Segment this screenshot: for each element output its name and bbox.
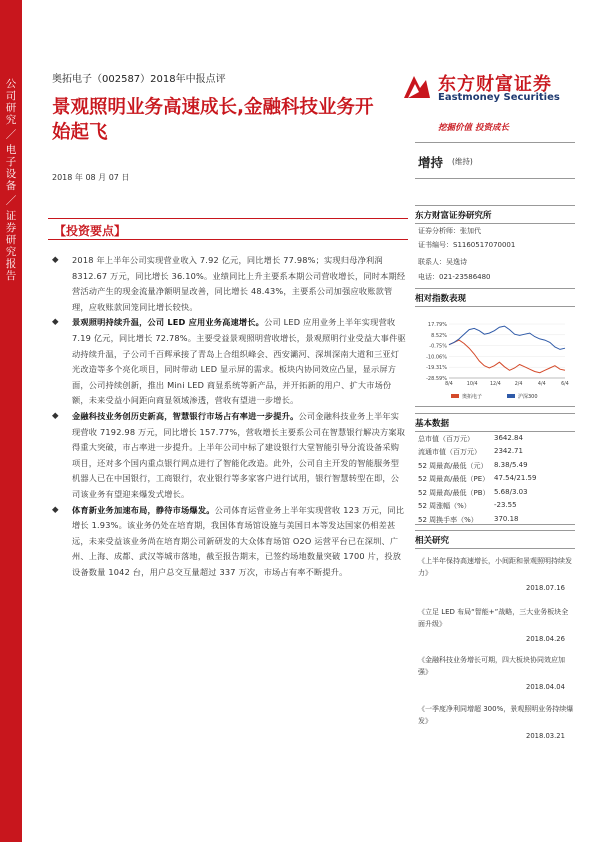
brand-slogan: 挖掘价值 投资成长	[438, 123, 509, 133]
highlight-lead: 景观照明持续升温，公司 LED 应用业务高速增长。	[72, 317, 265, 328]
institute-name: 东方财富证券研究所	[415, 205, 575, 224]
highlight-text: 2018 年上半年公司实现营业收入 7.92 亿元，同比增长 77.98%；实现归母净利润 8312.67 万元，同比增长 36.10%。业绩同比上升主要系本期公司营收增长，同时本期经营活动产生的现金流量净额明显改善，同比增长 48.43%，主要系公司加强应收账款管理，应收账款回笼同比增长较快。	[72, 255, 406, 312]
diamond-bullet-icon: ◆	[52, 255, 59, 265]
brand-logo	[400, 68, 560, 114]
report-title: 景观照明业务高速成长,金融科技业务开始起飞	[52, 97, 374, 143]
related-research-item[interactable]: 《立足 LED 布局“智能+”战略，三大业务板块全面升级》	[418, 608, 569, 628]
divider	[415, 142, 575, 143]
related-research-date: 2018.03.21	[526, 732, 565, 740]
x-tick-label: 8/4	[445, 382, 453, 387]
basic-data-title: 基本数据	[415, 413, 575, 432]
related-research-date: 2018.07.16	[526, 584, 565, 592]
basic-data-label: 总市值（百万元）	[418, 435, 474, 443]
highlight-lead: 金融科技业务创历史新高，智慧银行市场占有率进一步提升。	[72, 410, 299, 421]
rating-label: 增持	[418, 155, 444, 170]
divider	[415, 406, 575, 407]
y-tick-label: 8.52%	[431, 332, 447, 339]
related-research-date: 2018.04.04	[526, 683, 565, 691]
basic-data-label: 52 周换手率（%）	[418, 516, 478, 524]
sidebar-band	[0, 0, 22, 842]
y-tick-label: -28.59%	[426, 376, 447, 382]
highlight-text: 公司 LED 应用业务上半年实现营收 7.19 亿元，同比增长 72.78%。主要受益景观照明营收增长，景观照明行业受益大事件驱动持续升温，子公司千百辉承接了青岛上合组织峰会、西安灞河、深圳深南大道和三亚灯光改造等多个亮化项目，同时带动 LED 显示屏的需求。板块内协同效应凸显，显示屏方面，公司持续创新，推出 Mini LED 商显系统等新产品，并开拓新的用户、扩大市场份额，未来受益小间距向商显领域渗透，营收有望进一步增长。	[72, 317, 406, 406]
legend-swatch	[507, 394, 515, 398]
report-date: 2018 年 08 月 07 日	[52, 173, 130, 182]
divider	[415, 524, 575, 525]
related-research-item[interactable]: 《一季度净利同增超 300%，景观照明业务持续爆发》	[418, 705, 574, 725]
chart-title: 相对指数表现	[415, 288, 575, 307]
basic-data-value: -23.55	[494, 501, 517, 509]
related-research-item[interactable]: 《上半年保持高速增长，小间距和景观照明持续发力》	[418, 557, 572, 577]
brand-name-cn: 东方财富证券	[438, 74, 552, 95]
highlight-item	[52, 253, 406, 315]
highlight-text: 公司体育运营业务上半年实现营收 123 万元，同比增长 1.93%。该业务仍处在培育期，我国体育场馆设施与美国日本等发达国家仍相差甚远，未来受益该业务尚在培育期公司新研发的大众体育场馆 O2O 运营平台已在深圳、广州、上海、成都、武汉等城市落地，截至报告期末，已签约场地数量突破 1700 片，投放设备数量 1042 台，用户总交互量超过 337 万次，市场占有率不断提升。	[72, 504, 405, 577]
basic-data-value: 3642.84	[494, 434, 523, 442]
legend-label: 奥拓电子	[462, 394, 483, 400]
diamond-bullet-icon: ◆	[52, 504, 59, 515]
diamond-bullet-icon: ◆	[52, 410, 59, 421]
x-tick-label: 2/4	[514, 382, 523, 387]
related-research-item[interactable]: 《金融科技业务增长可期，四大板块协同效应加强》	[418, 656, 565, 676]
basic-data-label: 52 周最高/最低（元）	[418, 462, 488, 470]
report-subtitle: 奥拓电子（002587）2018年中报点评	[52, 74, 226, 85]
sidebar-label: 公 司 研 究 ／ 电 子 设 备 ／ 证 券 研 究 报 告	[5, 78, 17, 282]
basic-data-value: 8.38/5.49	[494, 461, 528, 469]
basic-data-value: 5.68/3.03	[494, 488, 528, 496]
y-tick-label: -0.75%	[429, 343, 447, 350]
x-tick-label: 10/4	[466, 382, 478, 387]
relative-performance-chart	[415, 316, 575, 406]
diamond-bullet-icon: ◆	[52, 317, 59, 328]
y-tick-label: 17.79%	[427, 322, 447, 328]
basic-data-label: 52 周涨幅（%）	[418, 502, 471, 510]
x-tick-label: 12/4	[490, 382, 501, 387]
rating-sub: (维持)	[452, 157, 473, 166]
highlight-lead: 体育新业务加速布局，静待市场爆发。	[72, 504, 215, 515]
y-tick-label: -19.31%	[426, 365, 447, 372]
highlight-item	[52, 503, 406, 581]
basic-data-label: 52 周最高/最低（PB）	[418, 489, 490, 497]
related-research-date: 2018.04.26	[526, 635, 565, 643]
analyst-line: 证券分析师：张加代	[418, 227, 481, 235]
x-tick-label: 6/4	[561, 382, 569, 387]
basic-data-value: 2342.71	[494, 447, 523, 455]
highlight-item	[52, 409, 406, 503]
related-title: 相关研究	[415, 530, 575, 549]
basic-data-label: 流通市值（百万元）	[418, 448, 481, 456]
basic-data-label: 52 周最高/最低（PE）	[418, 475, 490, 483]
basic-data-value: 370.18	[494, 515, 519, 523]
divider	[415, 178, 575, 179]
legend-swatch	[451, 394, 459, 398]
brand-logo-icon	[400, 70, 434, 104]
phone-line: 电话：021-23586480	[418, 273, 491, 281]
highlights-title: 【投资要点】	[54, 224, 127, 238]
brand-name-en: Eastmoney Securities	[438, 92, 560, 103]
cert-line: 证书编号：S1160517070001	[418, 241, 516, 249]
highlights-header	[48, 218, 408, 240]
highlight-text: 公司金融科技业务上半年实现营收 7192.98 万元，同比增长 157.77%，营收增长主要系公司在智慧银行解决方案取得重大突破，市占率进一步提升。上半年公司中标了建设银行大堂智能引导分流设备采购项目，还对多个国内重点银行网点进行了智能化改造。此外，公司自主开发的智能服务型机器人已在中国银行，工商银行，农业银行等多家客户进行试用，银行智慧转型在即，公司该业务有望迎来爆发式增长。	[72, 410, 406, 499]
highlights-list	[52, 253, 406, 580]
highlight-item	[52, 315, 406, 409]
contact-line: 联系人：吴逸诗	[418, 258, 467, 266]
basic-data-value: 47.54/21.59	[494, 474, 537, 482]
legend-label: 沪深300	[518, 394, 538, 400]
x-tick-label: 4/4	[537, 382, 546, 387]
y-tick-label: -10.06%	[426, 354, 447, 361]
